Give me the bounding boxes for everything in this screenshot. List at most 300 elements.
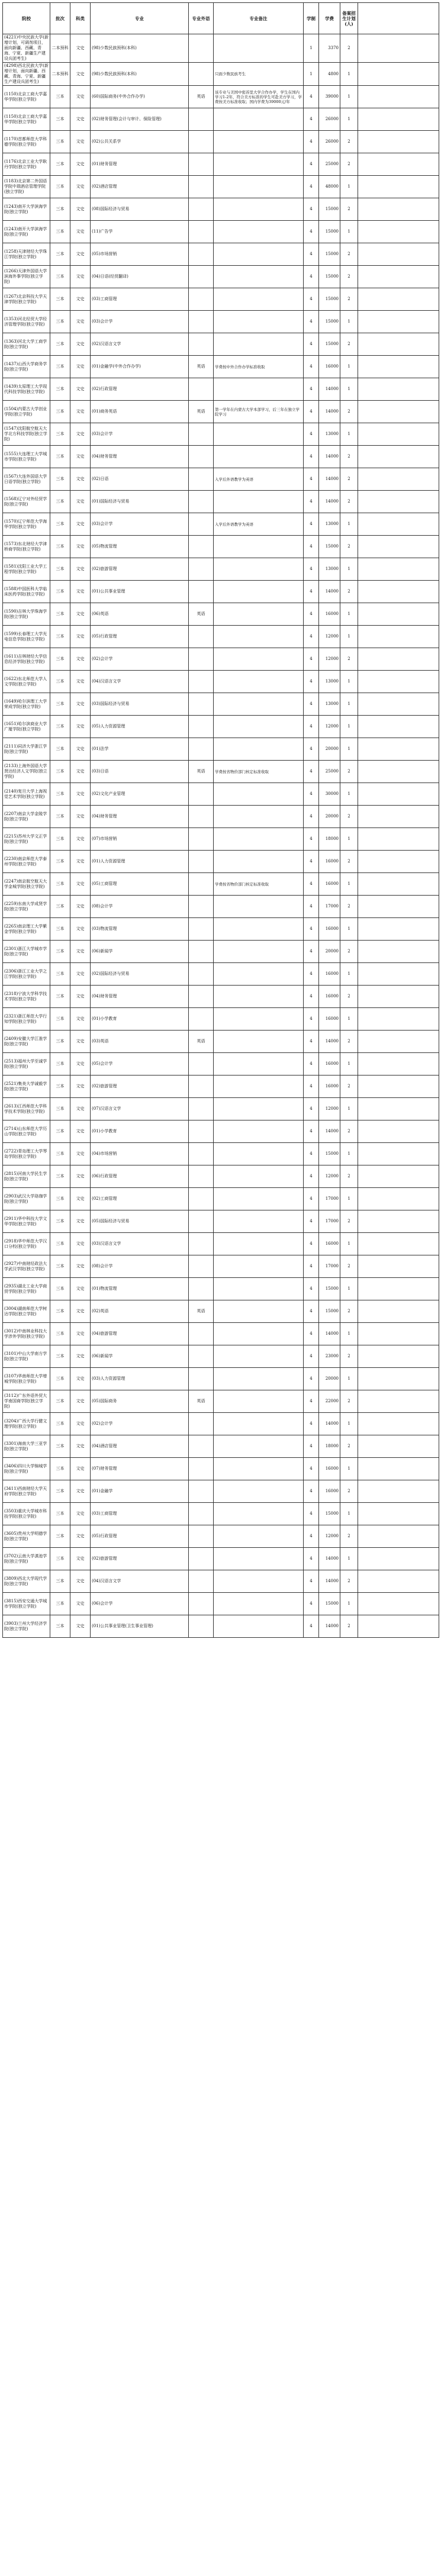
row-spacer-cell xyxy=(358,131,439,153)
row-fee-cell: 14000 xyxy=(319,468,340,491)
row-remark-cell xyxy=(214,1278,304,1300)
row-fee-cell: 20000 xyxy=(319,941,340,963)
row-spacer-cell xyxy=(358,693,439,716)
row-remark-cell xyxy=(214,311,304,333)
row-remark-cell xyxy=(214,603,304,626)
row-major-cell: (05)人力资源管理 xyxy=(91,716,189,738)
row-major-cell: (05)市场营销 xyxy=(91,243,189,266)
row-remark-cell xyxy=(214,1300,304,1323)
header-remark: 专业备注 xyxy=(214,3,304,34)
row-remark-cell xyxy=(214,491,304,513)
row-subject-cell xyxy=(189,468,214,491)
row-major-cell: (02)财务管理(会计与审计、保险管理) xyxy=(91,108,189,131)
row-spacer-cell xyxy=(358,1548,439,1570)
row-years-cell: 4 xyxy=(304,806,319,828)
row-years-cell: 4 xyxy=(304,1300,319,1323)
row-major-cell: (08)会计学 xyxy=(91,1255,189,1278)
row-years-cell: 4 xyxy=(304,1593,319,1615)
row-subject-cell xyxy=(189,1188,214,1210)
row-school-cell: (3101)中山大学南方学院(独立学院) xyxy=(3,1345,50,1368)
row-subject-cell xyxy=(189,1458,214,1480)
row-subject-cell xyxy=(189,333,214,356)
row-major-cell: (06)行政管理 xyxy=(91,1165,189,1188)
row-major-cell: (06)新闻学 xyxy=(91,941,189,963)
table-row xyxy=(3,131,439,153)
row-years-cell: 1 xyxy=(304,63,319,86)
row-school-cell: (2521)集美大学诚毅学院(独立学院) xyxy=(3,1076,50,1098)
row-major-cell: (06)英语 xyxy=(91,603,189,626)
row-major-cell: (08)国际经济与贸易 xyxy=(91,198,189,221)
row-spacer-cell xyxy=(358,311,439,333)
row-years-cell: 4 xyxy=(304,1143,319,1165)
row-plan-cell: 2 xyxy=(340,851,358,873)
row-years-cell: 4 xyxy=(304,963,319,986)
row-major-cell: (02)旅游管理 xyxy=(91,1548,189,1570)
row-subject-cell xyxy=(189,693,214,716)
row-category-cell: 文史 xyxy=(70,1413,91,1435)
row-plan-cell: 2 xyxy=(340,401,358,423)
table-row xyxy=(3,558,439,581)
row-years-cell: 4 xyxy=(304,1210,319,1233)
header-school: 院校 xyxy=(3,3,50,34)
row-remark-cell xyxy=(214,1120,304,1143)
row-category-cell: 文史 xyxy=(70,626,91,648)
row-batch-cell: 三本 xyxy=(50,176,70,198)
row-spacer-cell xyxy=(358,288,439,311)
row-remark-cell xyxy=(214,176,304,198)
row-years-cell: 4 xyxy=(304,243,319,266)
row-subject-cell xyxy=(189,1345,214,1368)
table-row xyxy=(3,1480,439,1503)
row-category-cell: 文史 xyxy=(70,1143,91,1165)
row-major-cell: (02)工商管理 xyxy=(91,1188,189,1210)
row-remark-cell: 学费按中外合作办学标准收取 xyxy=(214,356,304,378)
row-fee-cell: 15000 xyxy=(319,288,340,311)
row-remark-cell: 该专业与美国中密苏里大学合作办学，学生在国内学习1-2年，符合美方标准的学生可赴美方学习，学费按美方标准收取；国内学费为39000元/年 xyxy=(214,86,304,108)
row-subject-cell: 英语 xyxy=(189,603,214,626)
row-school-cell: (1547)沈阳航空航天大学北方科技学院(独立学院) xyxy=(3,423,50,446)
row-subject-cell xyxy=(189,581,214,603)
row-major-cell: (03)物流管理 xyxy=(91,918,189,941)
row-spacer-cell xyxy=(358,806,439,828)
row-subject-cell xyxy=(189,896,214,918)
row-fee-cell: 14000 xyxy=(319,1548,340,1570)
row-major-cell: (01)财务管理 xyxy=(91,153,189,176)
row-years-cell: 4 xyxy=(304,1188,319,1210)
row-batch-cell: 三本 xyxy=(50,1053,70,1076)
row-subject-cell xyxy=(189,1008,214,1031)
row-remark-cell xyxy=(214,1390,304,1413)
row-spacer-cell xyxy=(358,1210,439,1233)
row-years-cell: 4 xyxy=(304,1053,319,1076)
table-row xyxy=(3,513,439,536)
table-row xyxy=(3,356,439,378)
row-subject-cell xyxy=(189,716,214,738)
row-major-cell: (04)财务管理 xyxy=(91,806,189,828)
row-subject-cell xyxy=(189,1480,214,1503)
row-batch-cell: 三本 xyxy=(50,1120,70,1143)
table-row xyxy=(3,1300,439,1323)
row-remark-cell xyxy=(214,1008,304,1031)
row-years-cell: 4 xyxy=(304,356,319,378)
row-school-cell: (1567)大连外国语大学日语学院(独立学院) xyxy=(3,468,50,491)
row-subject-cell xyxy=(189,986,214,1008)
row-fee-cell: 12000 xyxy=(319,1098,340,1120)
row-spacer-cell xyxy=(358,1300,439,1323)
row-subject-cell xyxy=(189,491,214,513)
row-subject-cell xyxy=(189,558,214,581)
row-years-cell: 4 xyxy=(304,153,319,176)
row-batch-cell: 三本 xyxy=(50,1548,70,1570)
row-fee-cell: 15000 xyxy=(319,1143,340,1165)
row-category-cell: 文史 xyxy=(70,941,91,963)
row-fee-cell: 16000 xyxy=(319,1076,340,1098)
row-remark-cell xyxy=(214,1458,304,1480)
table-row xyxy=(3,1345,439,1368)
row-major-cell: (04)汉语言文学 xyxy=(91,1570,189,1593)
row-years-cell: 4 xyxy=(304,1076,319,1098)
row-plan-cell: 2 xyxy=(340,1300,358,1323)
row-fee-cell: 16000 xyxy=(319,1233,340,1255)
row-batch-cell: 三本 xyxy=(50,536,70,558)
row-remark-cell xyxy=(214,1480,304,1503)
row-remark-cell xyxy=(214,1031,304,1053)
row-major-cell: (05)会计学 xyxy=(91,1053,189,1076)
row-plan-cell: 1 xyxy=(340,873,358,896)
row-category-cell: 文史 xyxy=(70,963,91,986)
table-row xyxy=(3,378,439,401)
row-spacer-cell xyxy=(358,86,439,108)
row-spacer-cell xyxy=(358,34,439,63)
row-category-cell: 文史 xyxy=(70,86,91,108)
row-years-cell: 4 xyxy=(304,986,319,1008)
row-subject-cell xyxy=(189,536,214,558)
row-school-cell: (2111)同济大学浙江学院(独立学院) xyxy=(3,738,50,761)
row-category-cell: 文史 xyxy=(70,896,91,918)
row-fee-cell: 16000 xyxy=(319,986,340,1008)
table-row xyxy=(3,446,439,468)
row-plan-cell: 1 xyxy=(340,1323,358,1345)
row-school-cell: (1611)吉林财经大学信息经济学院(独立学院) xyxy=(3,648,50,671)
row-batch-cell: 三本 xyxy=(50,1031,70,1053)
row-batch-cell: 三本 xyxy=(50,738,70,761)
row-batch-cell: 三本 xyxy=(50,986,70,1008)
row-fee-cell: 14000 xyxy=(319,378,340,401)
row-spacer-cell xyxy=(358,1098,439,1120)
row-remark-cell xyxy=(214,333,304,356)
row-fee-cell: 15000 xyxy=(319,536,340,558)
row-fee-cell: 20000 xyxy=(319,1368,340,1390)
row-batch-cell: 三本 xyxy=(50,1345,70,1368)
row-plan-cell: 1 xyxy=(340,1368,358,1390)
table-row xyxy=(3,581,439,603)
row-plan-cell: 1 xyxy=(340,423,358,446)
row-category-cell: 文史 xyxy=(70,513,91,536)
row-subject-cell xyxy=(189,423,214,446)
row-batch-cell: 三本 xyxy=(50,1503,70,1525)
table-row xyxy=(3,738,439,761)
row-remark-cell xyxy=(214,1548,304,1570)
row-category-cell: 文史 xyxy=(70,1278,91,1300)
row-school-cell: (2918)华中师范大学汉口分校(独立学院) xyxy=(3,1233,50,1255)
row-years-cell: 1 xyxy=(304,34,319,63)
row-batch-cell: 三本 xyxy=(50,1480,70,1503)
row-spacer-cell xyxy=(358,446,439,468)
row-spacer-cell xyxy=(358,1120,439,1143)
row-subject-cell: 英语 xyxy=(189,86,214,108)
row-remark-cell xyxy=(214,1593,304,1615)
row-years-cell: 4 xyxy=(304,671,319,693)
row-plan-cell: 1 xyxy=(340,311,358,333)
table-row xyxy=(3,288,439,311)
row-remark-cell xyxy=(214,288,304,311)
row-fee-cell: 14000 xyxy=(319,1413,340,1435)
row-subject-cell xyxy=(189,34,214,63)
row-school-cell: (1590)吉林大学珠海学院(独立学院) xyxy=(3,603,50,626)
row-plan-cell: 2 xyxy=(340,446,358,468)
table-row xyxy=(3,1593,439,1615)
table-row xyxy=(3,266,439,288)
row-plan-cell: 2 xyxy=(340,153,358,176)
row-plan-cell: 1 xyxy=(340,1008,358,1031)
row-fee-cell: 12000 xyxy=(319,648,340,671)
row-major-cell: (03)会计学 xyxy=(91,423,189,446)
header-spacer xyxy=(358,3,439,34)
row-major-cell: (98)少数民族预科(本科) xyxy=(91,63,189,86)
table-body xyxy=(3,34,439,1638)
row-major-cell: (04)财务管理 xyxy=(91,986,189,1008)
row-subject-cell: 英语 xyxy=(189,761,214,783)
row-major-cell: (03)会计学 xyxy=(91,513,189,536)
row-fee-cell: 16000 xyxy=(319,356,340,378)
row-school-cell: (2318)宁波大学科学技术学院(独立学院) xyxy=(3,986,50,1008)
row-years-cell: 4 xyxy=(304,401,319,423)
table-row xyxy=(3,401,439,423)
row-years-cell: 4 xyxy=(304,828,319,851)
table-header-row xyxy=(3,3,439,34)
row-category-cell: 文史 xyxy=(70,873,91,896)
row-school-cell: (3605)贵州大学明德学院(独立学院) xyxy=(3,1525,50,1548)
row-spacer-cell xyxy=(358,761,439,783)
row-remark-cell xyxy=(214,1143,304,1165)
row-major-cell: (05)国际商务 xyxy=(91,1390,189,1413)
row-remark-cell xyxy=(214,198,304,221)
row-years-cell: 4 xyxy=(304,738,319,761)
row-school-cell: (1150)北京工商大学嘉华学院(独立学院) xyxy=(3,108,50,131)
row-fee-cell: 17000 xyxy=(319,896,340,918)
row-years-cell: 4 xyxy=(304,1323,319,1345)
row-plan-cell: 2 xyxy=(340,1435,358,1458)
table-row xyxy=(3,153,439,176)
table-row xyxy=(3,1413,439,1435)
row-school-cell: (2935)湖北工业大学商贸学院(独立学院) xyxy=(3,1278,50,1300)
row-remark-cell xyxy=(214,1525,304,1548)
row-years-cell: 4 xyxy=(304,648,319,671)
row-major-cell: (02)行政管理 xyxy=(91,378,189,401)
row-spacer-cell xyxy=(358,423,439,446)
row-school-cell: (3107)华南师范大学增城学院(独立学院) xyxy=(3,1368,50,1390)
row-remark-cell xyxy=(214,671,304,693)
row-years-cell: 4 xyxy=(304,581,319,603)
row-spacer-cell xyxy=(358,716,439,738)
row-remark-cell: 只面少数民族考生 xyxy=(214,63,304,86)
row-spacer-cell xyxy=(358,1525,439,1548)
row-fee-cell: 17000 xyxy=(319,1255,340,1278)
row-plan-cell: 2 xyxy=(340,1120,358,1143)
row-subject-cell xyxy=(189,626,214,648)
row-major-cell: (03)工商管理 xyxy=(91,288,189,311)
row-major-cell: (06)会计学 xyxy=(91,1593,189,1615)
row-fee-cell: 13000 xyxy=(319,423,340,446)
row-batch-cell: 三本 xyxy=(50,1210,70,1233)
row-spacer-cell xyxy=(358,1076,439,1098)
row-subject-cell: 英语 xyxy=(189,1390,214,1413)
row-plan-cell: 1 xyxy=(340,738,358,761)
row-major-cell: (07)汉语言文学 xyxy=(91,1098,189,1120)
row-category-cell: 文史 xyxy=(70,243,91,266)
row-school-cell: (3411)西南财经大学天府学院(独立学院) xyxy=(3,1480,50,1503)
row-batch-cell: 三本 xyxy=(50,1390,70,1413)
row-plan-cell: 1 xyxy=(340,1278,358,1300)
table-row xyxy=(3,1323,439,1345)
row-plan-cell: 2 xyxy=(340,333,358,356)
row-fee-cell: 14000 xyxy=(319,401,340,423)
row-spacer-cell xyxy=(358,1053,439,1076)
row-category-cell: 文史 xyxy=(70,221,91,243)
row-remark-cell: 学费按省物价部门核定标准收取 xyxy=(214,873,304,896)
row-batch-cell: 三本 xyxy=(50,603,70,626)
row-batch-cell: 三本 xyxy=(50,1458,70,1480)
row-fee-cell: 16000 xyxy=(319,851,340,873)
row-years-cell: 4 xyxy=(304,1413,319,1435)
row-category-cell: 文史 xyxy=(70,1323,91,1345)
row-plan-cell: 2 xyxy=(340,648,358,671)
row-spacer-cell xyxy=(358,1435,439,1458)
row-school-cell: (3702)云南大学滇池学院(独立学院) xyxy=(3,1548,50,1570)
row-subject-cell xyxy=(189,1233,214,1255)
row-school-cell: (1243)南开大学滨海学院(独立学院) xyxy=(3,221,50,243)
row-batch-cell: 三本 xyxy=(50,378,70,401)
row-years-cell: 4 xyxy=(304,491,319,513)
table-row xyxy=(3,918,439,941)
row-batch-cell: 三本 xyxy=(50,1300,70,1323)
row-years-cell: 4 xyxy=(304,873,319,896)
row-plan-cell: 1 xyxy=(340,558,358,581)
table-row xyxy=(3,311,439,333)
row-remark-cell xyxy=(214,783,304,806)
row-subject-cell xyxy=(189,1323,214,1345)
row-plan-cell: 2 xyxy=(340,266,358,288)
row-spacer-cell xyxy=(358,468,439,491)
row-batch-cell: 三本 xyxy=(50,693,70,716)
row-major-cell: (98)少数民族预科(本科) xyxy=(91,34,189,63)
row-subject-cell xyxy=(189,153,214,176)
row-major-cell: (02)汉语言文学 xyxy=(91,333,189,356)
row-spacer-cell xyxy=(358,648,439,671)
row-spacer-cell xyxy=(358,378,439,401)
row-spacer-cell xyxy=(358,581,439,603)
row-school-cell: (1353)河北经贸大学经济管理学院(独立学院) xyxy=(3,311,50,333)
row-subject-cell xyxy=(189,963,214,986)
row-major-cell: (02)公共关系学 xyxy=(91,131,189,153)
row-remark-cell xyxy=(214,1435,304,1458)
row-category-cell: 文史 xyxy=(70,401,91,423)
row-fee-cell: 3370 xyxy=(319,34,340,63)
row-fee-cell: 16000 xyxy=(319,1053,340,1076)
row-fee-cell: 15000 xyxy=(319,1503,340,1525)
row-years-cell: 4 xyxy=(304,558,319,581)
row-plan-cell: 2 xyxy=(340,941,358,963)
row-years-cell: 4 xyxy=(304,603,319,626)
row-category-cell: 文史 xyxy=(70,1368,91,1390)
row-years-cell: 4 xyxy=(304,1615,319,1638)
row-category-cell: 文史 xyxy=(70,1570,91,1593)
row-school-cell: (2409)安徽大学江淮学院(独立学院) xyxy=(3,1031,50,1053)
row-batch-cell: 三本 xyxy=(50,311,70,333)
row-batch-cell: 三本 xyxy=(50,716,70,738)
row-plan-cell: 2 xyxy=(340,131,358,153)
row-remark-cell xyxy=(214,1210,304,1233)
row-remark-cell xyxy=(214,963,304,986)
row-school-cell: (2247)南京航空航天大学金城学院(独立学院) xyxy=(3,873,50,896)
row-school-cell: (3809)西北大学现代学院(独立学院) xyxy=(3,1570,50,1593)
table-row xyxy=(3,1008,439,1031)
row-major-cell: (08)会计学 xyxy=(91,896,189,918)
row-major-cell: (01)商务英语 xyxy=(91,401,189,423)
row-plan-cell: 1 xyxy=(340,671,358,693)
row-major-cell: (02)国际经济与贸易 xyxy=(91,963,189,986)
row-category-cell: 文史 xyxy=(70,491,91,513)
row-major-cell: (06)新闻学 xyxy=(91,1345,189,1368)
row-plan-cell: 1 xyxy=(340,603,358,626)
row-remark-cell xyxy=(214,153,304,176)
row-plan-cell: 1 xyxy=(340,716,358,738)
row-plan-cell: 1 xyxy=(340,1548,358,1570)
row-fee-cell: 22000 xyxy=(319,1390,340,1413)
row-fee-cell: 15000 xyxy=(319,221,340,243)
header-plan: 备案招生计划(人) xyxy=(340,3,358,34)
row-spacer-cell xyxy=(358,1188,439,1210)
row-remark-cell xyxy=(214,1188,304,1210)
row-school-cell: (1588)中国医科大学临床医药学院(独立学院) xyxy=(3,581,50,603)
row-batch-cell: 三本 xyxy=(50,266,70,288)
row-category-cell: 文史 xyxy=(70,648,91,671)
row-subject-cell xyxy=(189,221,214,243)
row-fee-cell: 15000 xyxy=(319,1278,340,1300)
row-school-cell: (4221)中央民族大学(新增计划，可调剂项目，面向新疆、西藏、青海、宁夏、新疆生产建设兵团考生) xyxy=(3,34,50,63)
row-remark-cell xyxy=(214,243,304,266)
row-batch-cell: 三本 xyxy=(50,1593,70,1615)
row-batch-cell: 三本 xyxy=(50,828,70,851)
row-school-cell: (3301)海南大学三亚学院(独立学院) xyxy=(3,1435,50,1458)
row-spacer-cell xyxy=(358,1345,439,1368)
row-remark-cell xyxy=(214,581,304,603)
row-spacer-cell xyxy=(358,918,439,941)
row-years-cell: 4 xyxy=(304,1480,319,1503)
row-category-cell: 文史 xyxy=(70,603,91,626)
row-subject-cell: 英语 xyxy=(189,1031,214,1053)
row-years-cell: 4 xyxy=(304,1368,319,1390)
row-school-cell: (3204)广西大学行健文理学院(独立学院) xyxy=(3,1413,50,1435)
row-plan-cell: 2 xyxy=(340,198,358,221)
header-batch: 批次 xyxy=(50,3,70,34)
row-remark-cell xyxy=(214,1233,304,1255)
row-years-cell: 4 xyxy=(304,693,319,716)
row-category-cell: 文史 xyxy=(70,446,91,468)
row-spacer-cell xyxy=(358,941,439,963)
row-batch-cell: 二本预科 xyxy=(50,34,70,63)
row-major-cell: (01)公共事业管理(卫生事业管理) xyxy=(91,1615,189,1638)
